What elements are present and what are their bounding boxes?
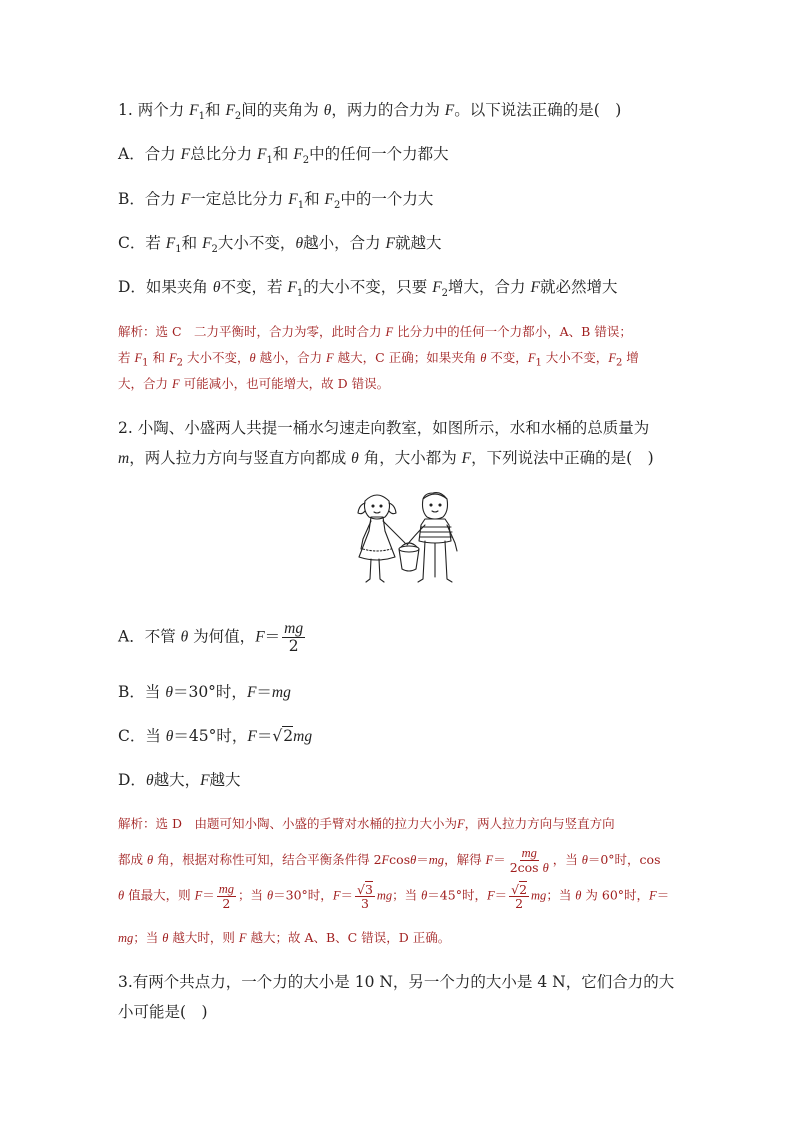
q1-stem: 1. 两个力 $F_1$和 $F_2$间的夹角为 θ，两力的合力为 F。以下说法正确的是( )	[118, 101, 622, 123]
fraction-sqrt2-over-2: $\frac{√2}{2}$	[511, 881, 528, 911]
q1-analysis-line-2: 若 $F_1$ 和 $F_2$ 大小不变，θ 越小，合力 F 越大，C 正确；如果夹角 θ 不变，$F_1$ 大小不变，$F_2$ 增	[118, 350, 639, 369]
q2-option-c: C．当 θ＝45°时，F＝√2mg	[118, 727, 313, 745]
q3-stem-line-1: 3.有两个共点力，一个力的大小是 10 N，另一个力的大小是 4 N，它们合力的大	[118, 973, 675, 991]
q1-option-a: A．合力 F总比分力 $F_1$和 $F_2$中的任何一个力都大	[118, 145, 449, 167]
bucket	[399, 543, 419, 571]
q1-option-b: B．合力 F一定总比分力 $F_1$和 $F_2$中的一个力大	[118, 190, 434, 212]
fraction-mg-over-2-b: $\frac{mg}{2}$	[218, 882, 235, 912]
q2-analysis-line-4: mg；当 θ 越大时，则 F 越大；故 A、B、C 错误，D 正确。	[118, 930, 451, 945]
q2-stem-line-2: m，两人拉力方向与竖直方向都成 θ 角，大小都为 F，下列说法中正确的是( )	[118, 449, 654, 467]
q1-analysis-line-3: 大，合力 F 可能减小，也可能增大，故 D 错误。	[118, 376, 390, 391]
q2-analysis-line-1: 解析：选 D 由题可知小陶、小盛的手臂对水桶的拉力大小为F，两人拉力方向与竖直方向	[118, 816, 615, 831]
q3-stem-line-2: 小可能是( )	[118, 1003, 208, 1021]
fraction-mg-over-2: $\frac{mg}{2}$	[284, 620, 304, 656]
q2-analysis-line-3: θ 值最大，则 F＝ $\frac{mg}{2}$ ；当 θ＝30°时，F＝ $\frac{√3}{3}$ mg；当 θ＝45°时，F＝ $\frac{√2}{2}$ mg；当 θ 为 60°时，F＝	[118, 881, 670, 912]
sqrt-2: √2	[272, 727, 294, 745]
q2-option-a: A．不管 θ 为何值，F＝ $\frac{mg}{2}$	[118, 620, 304, 656]
girl-figure	[358, 495, 405, 582]
q2-analysis-line-2: 都成 θ 角，根据对称性可知，结合平衡条件得 2Fcosθ＝mg，解得 F＝ $\frac{mg}{\text{2cos θ}}$ ，当 θ＝0°时，cos	[118, 846, 661, 876]
q1-analysis-line-1: 解析：选 C 二力平衡时，合力为零，此时合力 F 比分力中的任何一个力都小，A、B 错误；	[118, 324, 632, 339]
children-carrying-bucket-illustration	[345, 487, 467, 591]
q2-option-d: D．θ越大，F越大	[118, 771, 241, 789]
q1-option-d: D．如果夹角 θ不变，若 $F_1$的大小不变，只要 $F_2$增大，合力 F就必然增大	[118, 278, 618, 300]
q2-stem-line-1: 2. 小陶、小盛两人共提一桶水匀速走向教室，如图所示，水和水桶的总质量为	[118, 419, 650, 437]
q1-option-c: C．若 $F_1$和 $F_2$大小不变，θ越小，合力 F就越大	[118, 234, 442, 256]
q2-option-b: B．当 θ＝30°时，F＝mg	[118, 683, 291, 701]
fraction-sqrt3-over-3: $\frac{√3}{3}$	[356, 881, 373, 911]
fraction-mg-over-2cos: $\frac{mg}{\text{2cos θ}}$	[509, 846, 549, 876]
boy-figure	[407, 493, 457, 582]
